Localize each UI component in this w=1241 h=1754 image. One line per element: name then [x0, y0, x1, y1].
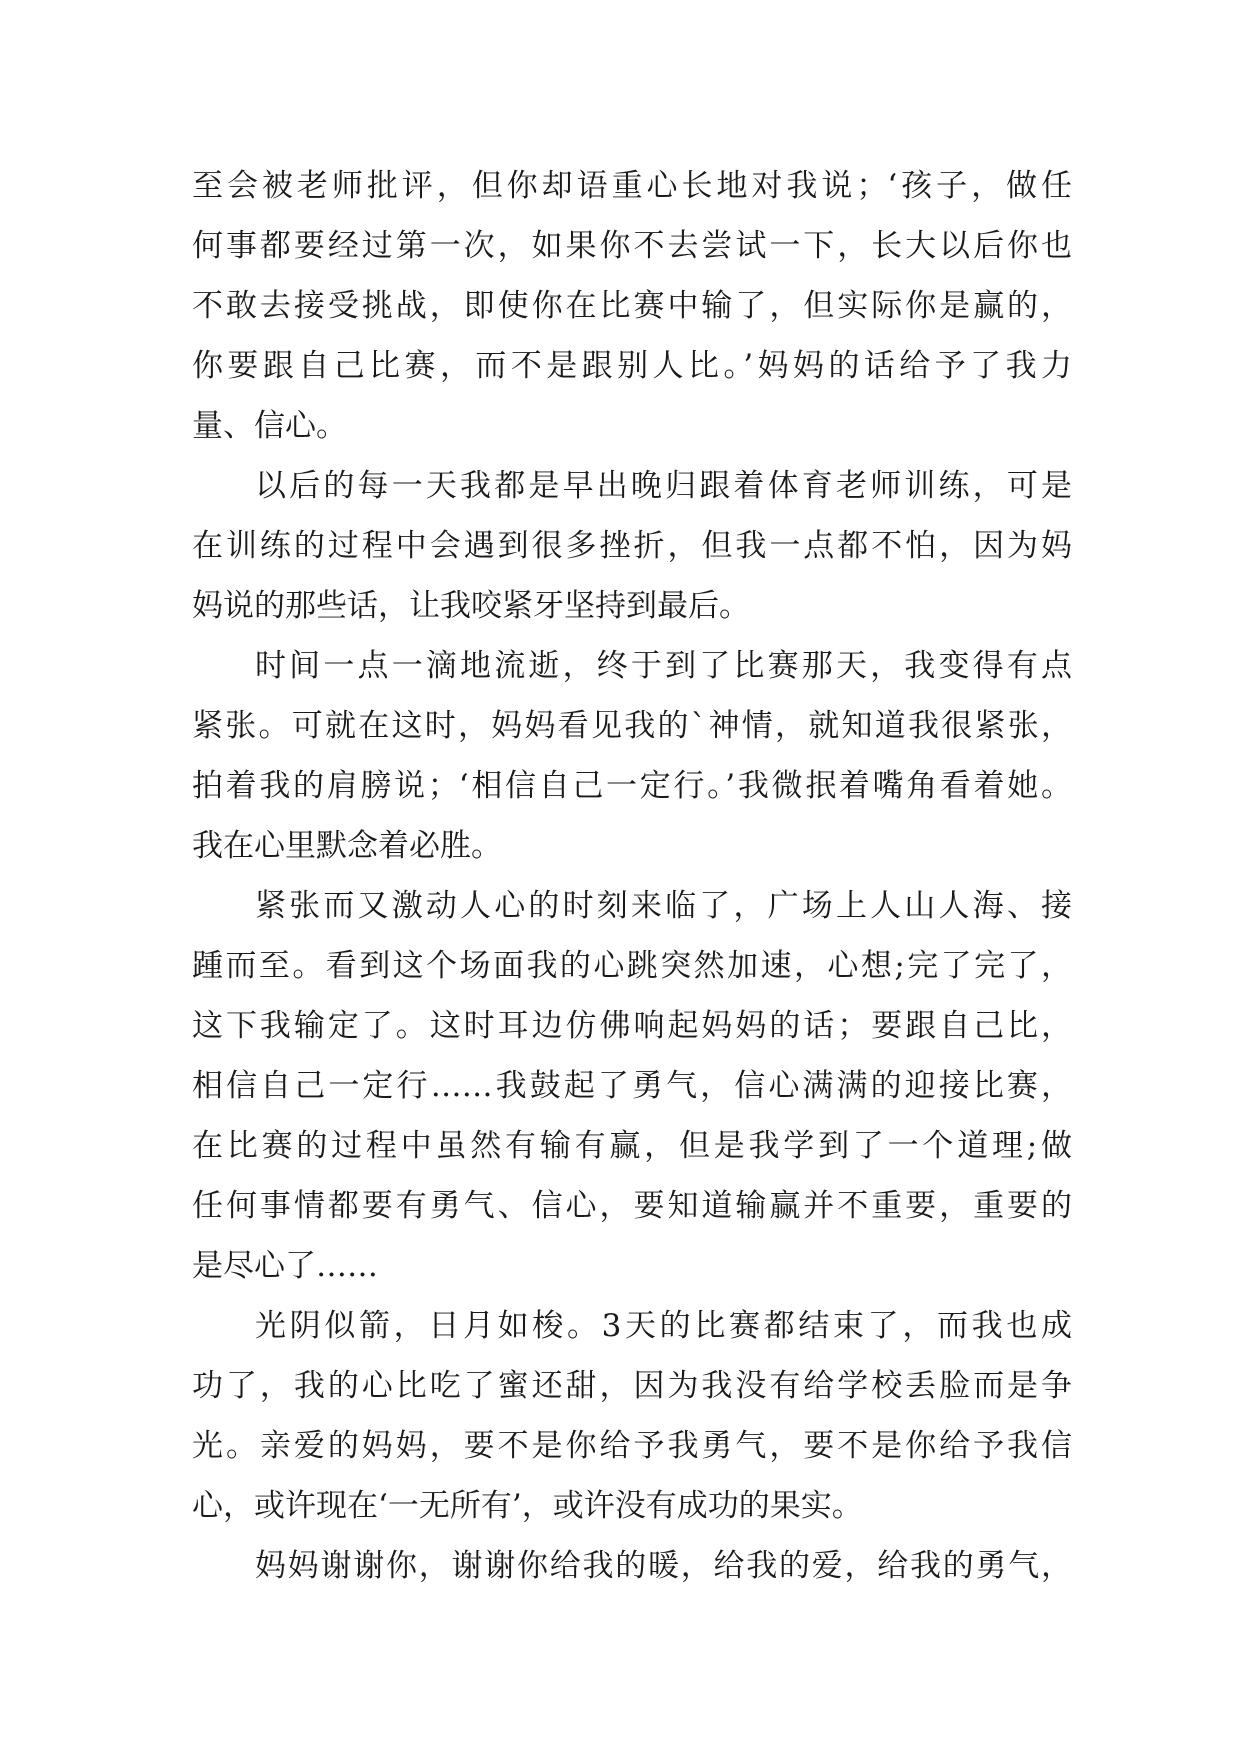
paragraph-start-line: 时间一点一滴地流逝，终于到了比赛那天，我变得有点 [255, 648, 1072, 684]
paragraph-start-line: 以后的每一天我都是早出晚归跟着体育老师训练，可是 [255, 468, 1072, 504]
paragraph-start-line: 光阴似箭，日月如梭。3天的比赛都结束了，而我也成 [255, 1308, 1072, 1344]
body-text [192, 156, 1072, 1596]
text-line: 何事都要经过第一次，如果你不去尝试一下，长大以后你也 [192, 228, 1072, 264]
paragraph-start-line: 紧张而又激动人心的时刻来临了，广场上人山人海、接 [255, 888, 1072, 924]
text-line: 我在心里默念着必胜。 [192, 828, 502, 864]
text-line: 功了，我的心比吃了蜜还甜，因为我没有给学校丢脸而是争 [192, 1368, 1072, 1404]
text-line: 任何事情都要有勇气、信心，要知道输赢并不重要，重要的 [192, 1188, 1072, 1224]
text-line: 你要跟自己比赛，而不是跟别人比。’妈妈的话给予了我力 [192, 348, 1072, 384]
text-line: 至会被老师批评，但你却语重心长地对我说；‘孩子，做任 [192, 168, 1072, 204]
text-line: 是尽心了…… [192, 1248, 378, 1284]
paragraph-start-line: 妈妈谢谢你，谢谢你给我的暖，给我的爱，给我的勇气， [255, 1548, 1072, 1584]
text-line: 妈说的那些话，让我咬紧牙坚持到最后。 [192, 588, 750, 624]
text-line: 量、信心。 [192, 408, 347, 444]
text-line: 这下我输定了。这时耳边仿佛响起妈妈的话；要跟自己比， [192, 1008, 1072, 1044]
text-line: 相信自己一定行……我鼓起了勇气，信心满满的迎接比赛， [192, 1068, 1072, 1104]
text-line: 心，或许现在‘一无所有’，或许没有成功的果实。 [192, 1488, 863, 1524]
text-line: 在训练的过程中会遇到很多挫折，但我一点都不怕，因为妈 [192, 528, 1072, 564]
text-line: 光。亲爱的妈妈，要不是你给予我勇气，要不是你给予我信 [192, 1428, 1072, 1464]
text-line: 紧张。可就在这时，妈妈看见我的`神情，就知道我很紧张， [192, 708, 1072, 744]
text-line: 不敢去接受挑战，即使你在比赛中输了，但实际你是赢的， [192, 288, 1072, 324]
text-line: 在比赛的过程中虽然有输有赢，但是我学到了一个道理;做 [192, 1128, 1072, 1164]
text-line: 踵而至。看到这个场面我的心跳突然加速，心想;完了完了， [192, 948, 1072, 984]
text-line: 拍着我的肩膀说；‘相信自己一定行。’我微抿着嘴角看着她。 [192, 768, 1072, 804]
